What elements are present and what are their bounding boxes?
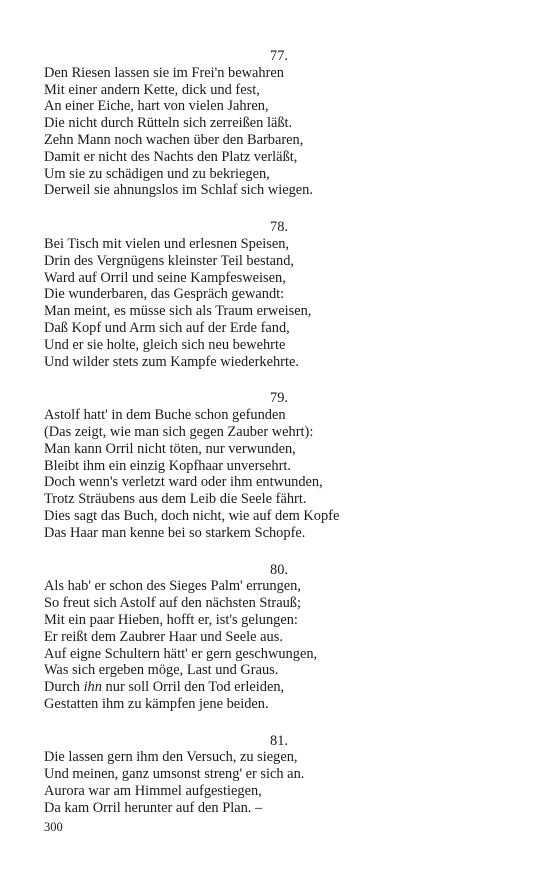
verse-line: Mit einer andern Kette, dick und fest, [44, 81, 260, 98]
verse-line: Und wilder stets zum Kampfe wiederkehrte. [44, 353, 299, 370]
verse-line: Die lassen gern ihm den Versuch, zu siegen, [44, 749, 298, 766]
verse-line: Zehn Mann noch wachen über den Barbaren, [44, 131, 304, 148]
verse-line: Bei Tisch mit vielen und erlesnen Speisen, [44, 235, 290, 252]
stanza-number: 79. [270, 390, 288, 407]
verse-line: Aurora war am Himmel aufgestiegen, [44, 783, 262, 800]
verse-line: Gestatten ihm zu kämpfen jene beiden. [44, 695, 269, 712]
stanza-number: 81. [270, 732, 288, 749]
verse-line: Damit er nicht des Nachts den Platz verläßt, [44, 148, 298, 165]
stanza-81 [44, 733, 514, 817]
stanza-79 [44, 390, 514, 541]
poem-page [44, 48, 514, 837]
verse-line: Das Haar man kenne bei so starkem Schopfe. [44, 524, 306, 541]
verse-line: Astolf hatt' in dem Buche schon gefunden [44, 407, 286, 424]
verse-line: Und er sie holte, gleich sich neu bewehrte [44, 336, 286, 353]
page-number: 300 [44, 820, 63, 834]
stanza-77 [44, 48, 514, 199]
verse-text: nur soll Orril den Tod erleiden, [101, 679, 285, 696]
verse-line: Doch wenn's verletzt ward oder ihm entwunden, [44, 474, 323, 491]
verse-line: An einer Eiche, hart von vielen Jahren, [44, 98, 269, 115]
verse-line: Was sich ergeben möge, Last und Graus. [44, 662, 279, 679]
verse-line: Auf eigne Schultern hätt' er gern geschwungen, [44, 645, 318, 662]
verse-line: Dies sagt das Buch, doch nicht, wie auf dem Kopfe [44, 507, 340, 524]
verse-line: Ward auf Orril und seine Kampfesweisen, [44, 269, 286, 286]
stanza-80 [44, 562, 514, 713]
verse-line: Mit ein paar Hieben, hofft er, ist's gelungen: [44, 611, 298, 628]
verse-line: Man kann Orril nicht töten, nur verwunden, [44, 440, 296, 457]
verse-line: (Das zeigt, wie man sich gegen Zauber wehrt): [44, 423, 314, 440]
verse-line: Die wunderbaren, das Gespräch gewandt: [44, 286, 285, 303]
verse-line: Da kam Orril herunter auf den Plan. – [44, 799, 263, 816]
stanza-number: 80. [270, 561, 288, 578]
verse-line: Drin des Vergnügens kleinster Teil bestand, [44, 252, 294, 269]
verse-line: Man meint, es müsse sich als Traum erweisen, [44, 303, 312, 320]
stanza-number: 77. [270, 48, 288, 64]
verse-line-with-emphasis [44, 679, 514, 696]
verse-line: Daß Kopf und Arm sich auf der Erde fand, [44, 319, 290, 336]
verse-line: Er reißt dem Zaubrer Haar und Seele aus. [44, 628, 283, 645]
verse-line: Und meinen, ganz umsonst streng' er sich an. [44, 766, 305, 783]
stanza-number: 78. [270, 219, 288, 236]
verse-line: Den Riesen lassen sie im Frei'n bewahren [44, 64, 284, 81]
verse-line: So freut sich Astolf auf den nächsten Strauß; [44, 595, 301, 612]
verse-line: Um sie zu schädigen und zu bekriegen, [44, 165, 270, 182]
verse-line: Trotz Sträubens aus dem Leib die Seele fährt. [44, 491, 307, 508]
verse-text: Durch [44, 679, 84, 696]
verse-line: Als hab' er schon des Sieges Palm' errungen, [44, 578, 301, 595]
emphasized-word: ihn [83, 679, 102, 696]
verse-line: Die nicht durch Rütteln sich zerreißen läßt. [44, 115, 293, 132]
verse-line: Bleibt ihm ein einzig Kopfhaar unversehrt. [44, 457, 291, 474]
stanza-78 [44, 219, 514, 370]
verse-line: Derweil sie ahnungslos im Schlaf sich wiegen. [44, 182, 313, 199]
